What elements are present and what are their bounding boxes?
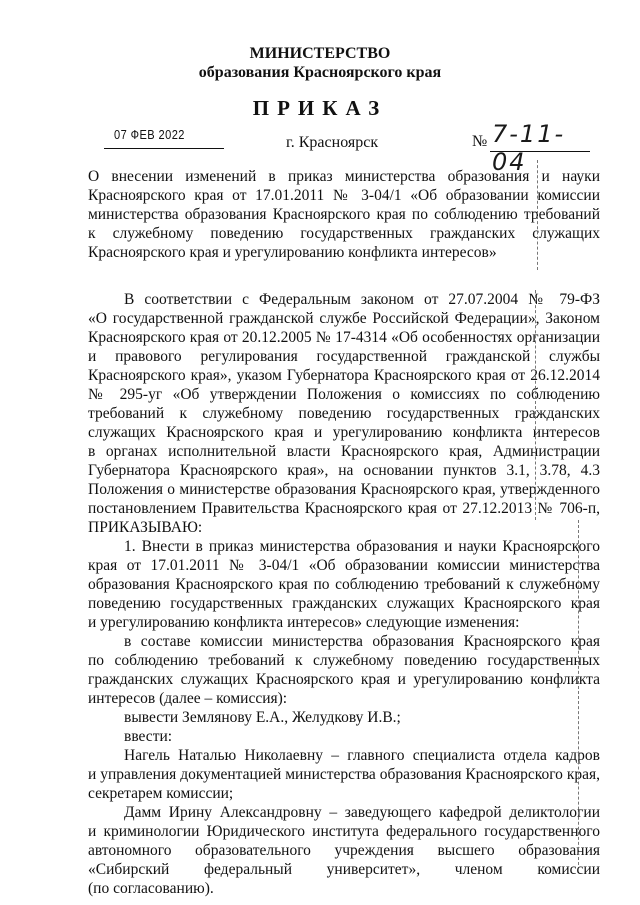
scan-crease-line (537, 160, 538, 270)
body-line: и криминологии Юридического института федерального государственного (88, 823, 600, 840)
ministry-subtitle: образования Красноярского края (198, 64, 442, 81)
body-line: и управления документацией министерства образования Красноярского края, (88, 766, 600, 783)
body-line: вывести Землянову Е.А., Желудкову И.В.; (124, 709, 401, 726)
subject-line: Красноярского края от 17.01.2011 № 3-04/1 «Об образовании комиссии (88, 187, 600, 204)
date-underline (104, 148, 224, 149)
number-underline (490, 151, 590, 152)
body-line: Дамм Ирину Александровну – заведующего кафедрой деликтологии (124, 804, 600, 821)
scan-crease-line (535, 290, 536, 520)
body-line: гражданских служащих Красноярского края и урегулированию конфликта (88, 671, 600, 688)
body-line: ПРИКАЗЫВАЮ: (88, 519, 203, 536)
body-line: В соответствии с Федеральным законом от 27.07.2004 № 79-ФЗ (124, 291, 600, 308)
body-line: и урегулированию конфликта интересов» следующие изменения: (88, 614, 520, 631)
body-line: 1. Внести в приказ министерства образования и науки Красноярского (124, 538, 600, 555)
body-line: Красноярского края от 20.12.2005 № 17-4314 «Об особенностях организации (88, 329, 600, 346)
scan-crease-line (578, 520, 579, 865)
body-line: Нагель Наталью Николаевну – главного специалиста отдела кадров (124, 747, 600, 764)
body-line: в составе комиссии министерства образования Красноярского края (124, 633, 600, 650)
subject-line: к служебному поведению государственных гражданских служащих (88, 225, 600, 242)
body-line: поведению государственных гражданских служащих Красноярского края (88, 595, 600, 612)
body-line: Губернатора Красноярского края», на основании пунктов 3.1, 3.78, 4.3 (88, 462, 600, 479)
document-type-heading: ПРИКАЗ (252, 96, 388, 120)
body-line: в органах исполнительной власти Красноярского края, Администрации (88, 443, 600, 460)
body-line: «О государственной гражданской службе Российской Федерации», Законом (88, 310, 600, 327)
body-line: требований к служебному поведению государственных гражданских (88, 405, 600, 422)
body-line: № 295-уг «Об утверждении Положения о комиссиях по соблюдению (88, 386, 600, 403)
body-line: автономного образовательного учреждения высшего образования (88, 842, 600, 859)
body-line: служащих Красноярского края и урегулированию конфликта интересов (88, 424, 600, 441)
body-line: секретарем комиссии; (88, 785, 234, 802)
order-subject (88, 167, 600, 262)
body-line: и правового регулирования государственной гражданской службы (88, 348, 600, 365)
body-line: интересов (далее – комиссия): (88, 690, 288, 707)
city-label: г. Красноярск (286, 134, 379, 151)
body-line: Положения о министерстве образования Красноярского края, утвержденного (88, 481, 600, 498)
ministry-title: МИНИСТЕРСТВО (249, 45, 391, 62)
date-stamp: 07 ФЕВ 2022 (114, 127, 185, 142)
body-line: (по согласованию). (88, 880, 214, 897)
number-sign: № (472, 133, 488, 150)
subject-line: Красноярского края и урегулированию конфликта интересов» (88, 244, 497, 261)
body-line: образования Красноярского края по соблюдению требований к служебному (88, 576, 600, 593)
subject-line: министерства образования Красноярского края по соблюдению требований (88, 206, 600, 223)
body-line: постановлением Правительства Красноярского края от 27.12.2013 № 706-п, (88, 500, 600, 517)
body-line: Красноярского края», указом Губернатора Красноярского края от 26.12.2014 (88, 367, 600, 384)
body-line: по соблюдению требований к служебному поведению государственных (88, 652, 600, 669)
body-line: «Сибирский федеральный университет», членом комиссии (88, 861, 600, 878)
subject-line: О внесении изменений в приказ министерства образования и науки (88, 168, 600, 185)
body-line: края от 17.01.2011 № 3-04/1 «Об образовании комиссии министерства (88, 557, 600, 574)
order-body (88, 290, 600, 898)
body-line: ввести: (124, 728, 173, 745)
handwritten-order-number: 7-11-04 (492, 120, 566, 176)
